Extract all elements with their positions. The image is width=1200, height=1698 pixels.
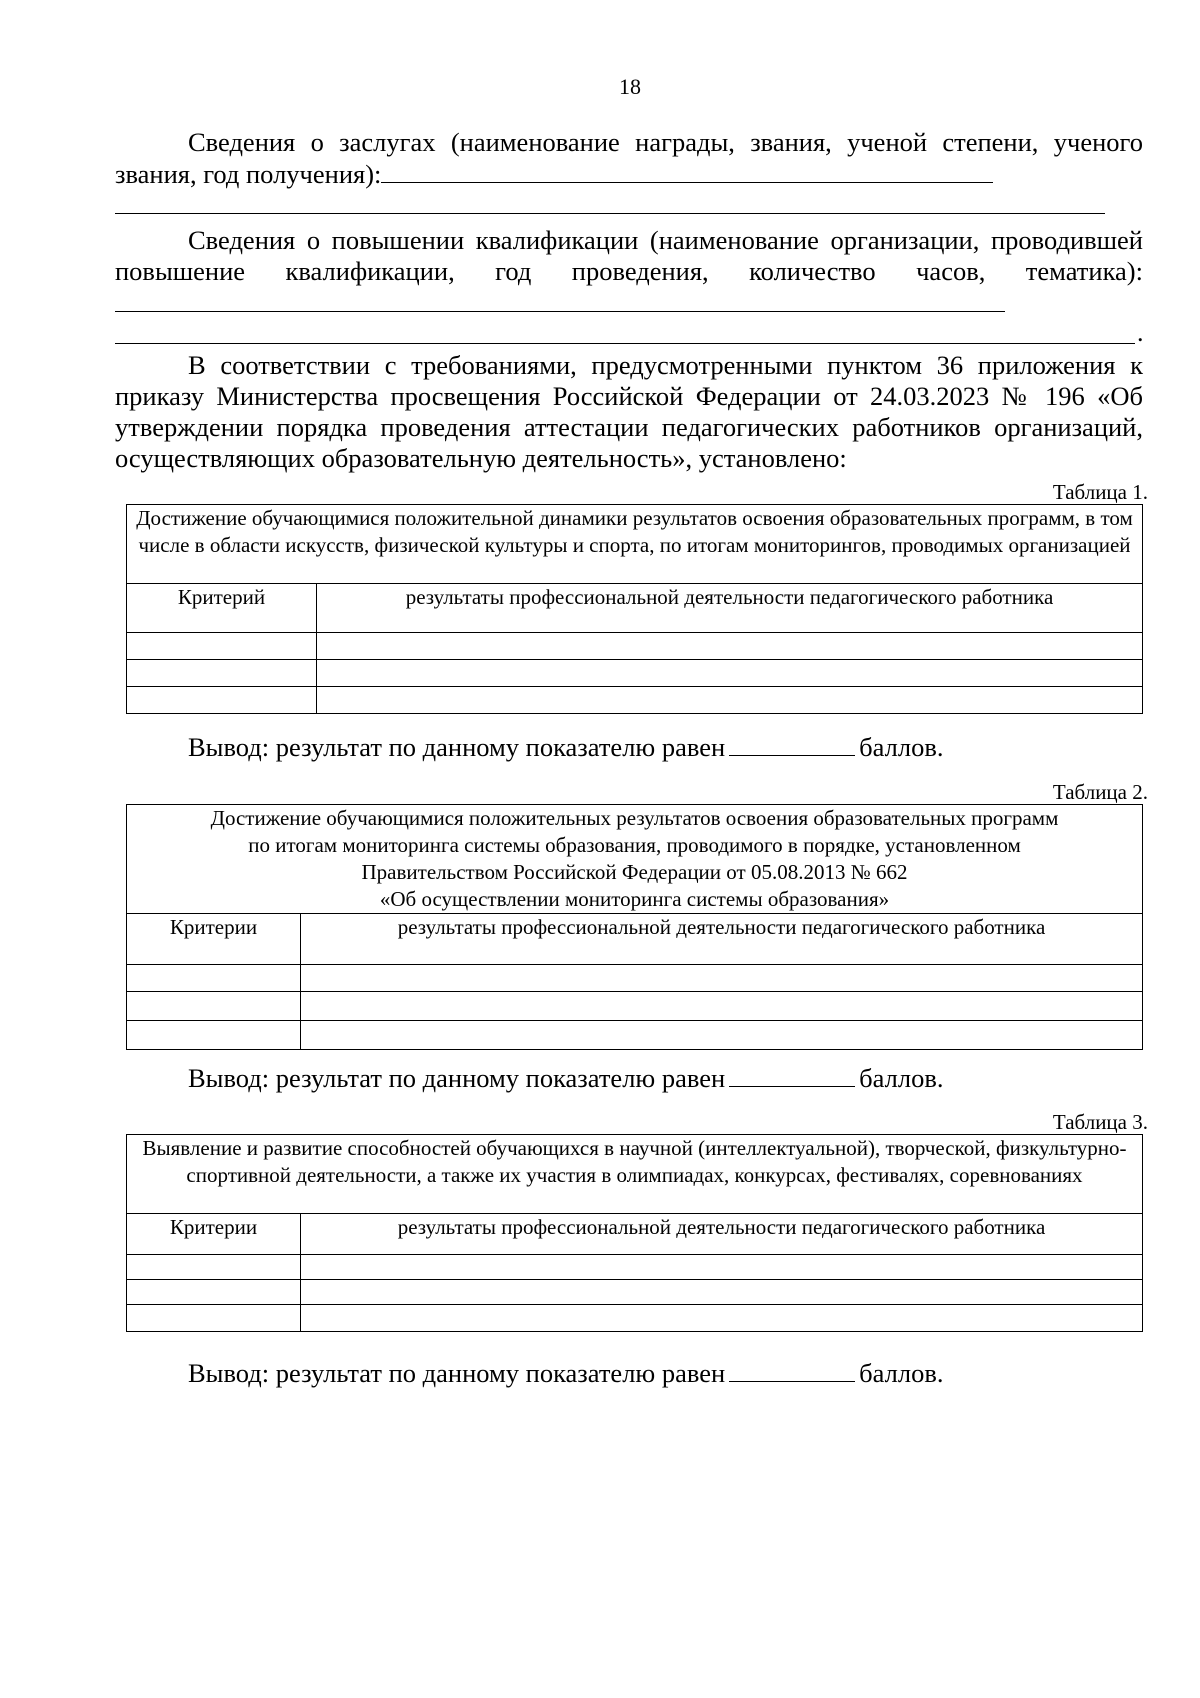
table-row [127, 1305, 1143, 1332]
table-cell[interactable] [127, 965, 301, 992]
score-blank[interactable] [729, 1064, 855, 1087]
table-row [127, 633, 1143, 660]
table-row [127, 660, 1143, 687]
qualification-fill-line[interactable] [115, 287, 1005, 312]
table-cell[interactable] [301, 1305, 1143, 1332]
table-cell[interactable] [127, 687, 317, 714]
table-cell[interactable] [301, 1255, 1143, 1280]
awards-paragraph [115, 127, 1143, 190]
awards-label: Сведения о заслугах (наименование награды, звания, ученой степени, ученого звания, год получения): [115, 127, 1143, 189]
table-2-title [127, 805, 1143, 914]
table-cell[interactable] [317, 633, 1143, 660]
table-2-col-criteria: Критерии [127, 914, 301, 965]
table-row [127, 992, 1143, 1021]
awards-extra-line[interactable] [115, 213, 1105, 214]
qualification-paragraph [115, 225, 1143, 319]
table-row [127, 687, 1143, 714]
table-cell[interactable] [127, 660, 317, 687]
score-blank[interactable] [729, 1359, 855, 1382]
qualification-label: Сведения о повышении квалификации (наименование организации, проводившей повышение квалификации, год проведения, количество часов, тематика): [115, 225, 1143, 286]
table-cell[interactable] [127, 1255, 301, 1280]
table-cell[interactable] [301, 1021, 1143, 1050]
conclusion-unit: баллов. [859, 732, 944, 762]
conclusion-text: Вывод: результат по данному показателю равен [188, 1063, 726, 1093]
table-row [127, 1255, 1143, 1280]
line-period: . [1137, 318, 1144, 347]
table-3-col-criteria: Критерии [127, 1214, 301, 1255]
score-blank[interactable] [729, 733, 855, 756]
table-2-title-line: Правительством Российской Федерации от 05.08.2013 № 662 [361, 860, 908, 884]
table-3-caption: Таблица 3. [1052, 1110, 1148, 1134]
table-3-col-results: результаты профессиональной деятельности педагогического работника [301, 1214, 1143, 1255]
table-3 [126, 1134, 1143, 1332]
table-2-col-results: результаты профессиональной деятельности педагогического работника [301, 914, 1143, 965]
conclusion-unit: баллов. [859, 1063, 944, 1093]
table-2 [126, 804, 1143, 1050]
table-3-title: Выявление и развитие способностей обучающихся в научной (интеллектуальной), творческой, физкультурно-спортивной деятельности, а также их участия в олимпиадах, конкурсах, фестивалях, соревнованиях [127, 1135, 1143, 1214]
table-3-conclusion [188, 1358, 943, 1389]
table-cell[interactable] [127, 1305, 301, 1332]
table-cell[interactable] [317, 660, 1143, 687]
table-1-col-results: результаты профессиональной деятельности педагогического работника [317, 584, 1143, 633]
table-cell[interactable] [127, 992, 301, 1021]
table-cell[interactable] [301, 992, 1143, 1021]
table-cell[interactable] [127, 633, 317, 660]
table-2-title-line: «Об осуществлении мониторинга системы образования» [379, 887, 890, 911]
conclusion-text: Вывод: результат по данному показателю равен [188, 1358, 726, 1388]
table-row [127, 965, 1143, 992]
awards-fill-line[interactable] [381, 158, 993, 183]
table-1-col-criteria: Критерий [127, 584, 317, 633]
table-2-conclusion [188, 1063, 943, 1094]
table-1-title: Достижение обучающимися положительной динамики результатов освоения образовательных программ, в том числе в области искусств, физической культуры и спорта, по итогам мониторингов, проводимых организацией [127, 505, 1143, 584]
table-row [127, 1021, 1143, 1050]
qualification-extra-line[interactable] [115, 343, 1135, 344]
table-1-caption: Таблица 1. [1052, 480, 1148, 504]
table-2-caption: Таблица 2. [1052, 780, 1148, 804]
intro-paragraph: В соответствии с требованиями, предусмотренными пунктом 36 приложения к приказу Министерства просвещения Российской Федерации от 24.03.2023 № 196 «Об утверждении порядка проведения аттестации педагогических работников организаций, осуществляющих образовательную деятельность», установлено: [115, 350, 1143, 473]
table-cell[interactable] [127, 1280, 301, 1305]
page-number: 18 [619, 74, 641, 99]
table-2-title-line: по итогам мониторинга системы образования, проводимого в порядке, установленном [248, 833, 1021, 857]
table-2-title-line: Достижение обучающимися положительных результатов освоения образовательных программ [210, 806, 1059, 830]
conclusion-unit: баллов. [859, 1358, 944, 1388]
table-cell[interactable] [301, 965, 1143, 992]
table-cell[interactable] [127, 1021, 301, 1050]
table-row [127, 1280, 1143, 1305]
conclusion-text: Вывод: результат по данному показателю равен [188, 732, 726, 762]
table-1 [126, 504, 1143, 714]
table-cell[interactable] [301, 1280, 1143, 1305]
table-cell[interactable] [317, 687, 1143, 714]
table-1-conclusion [188, 732, 943, 763]
